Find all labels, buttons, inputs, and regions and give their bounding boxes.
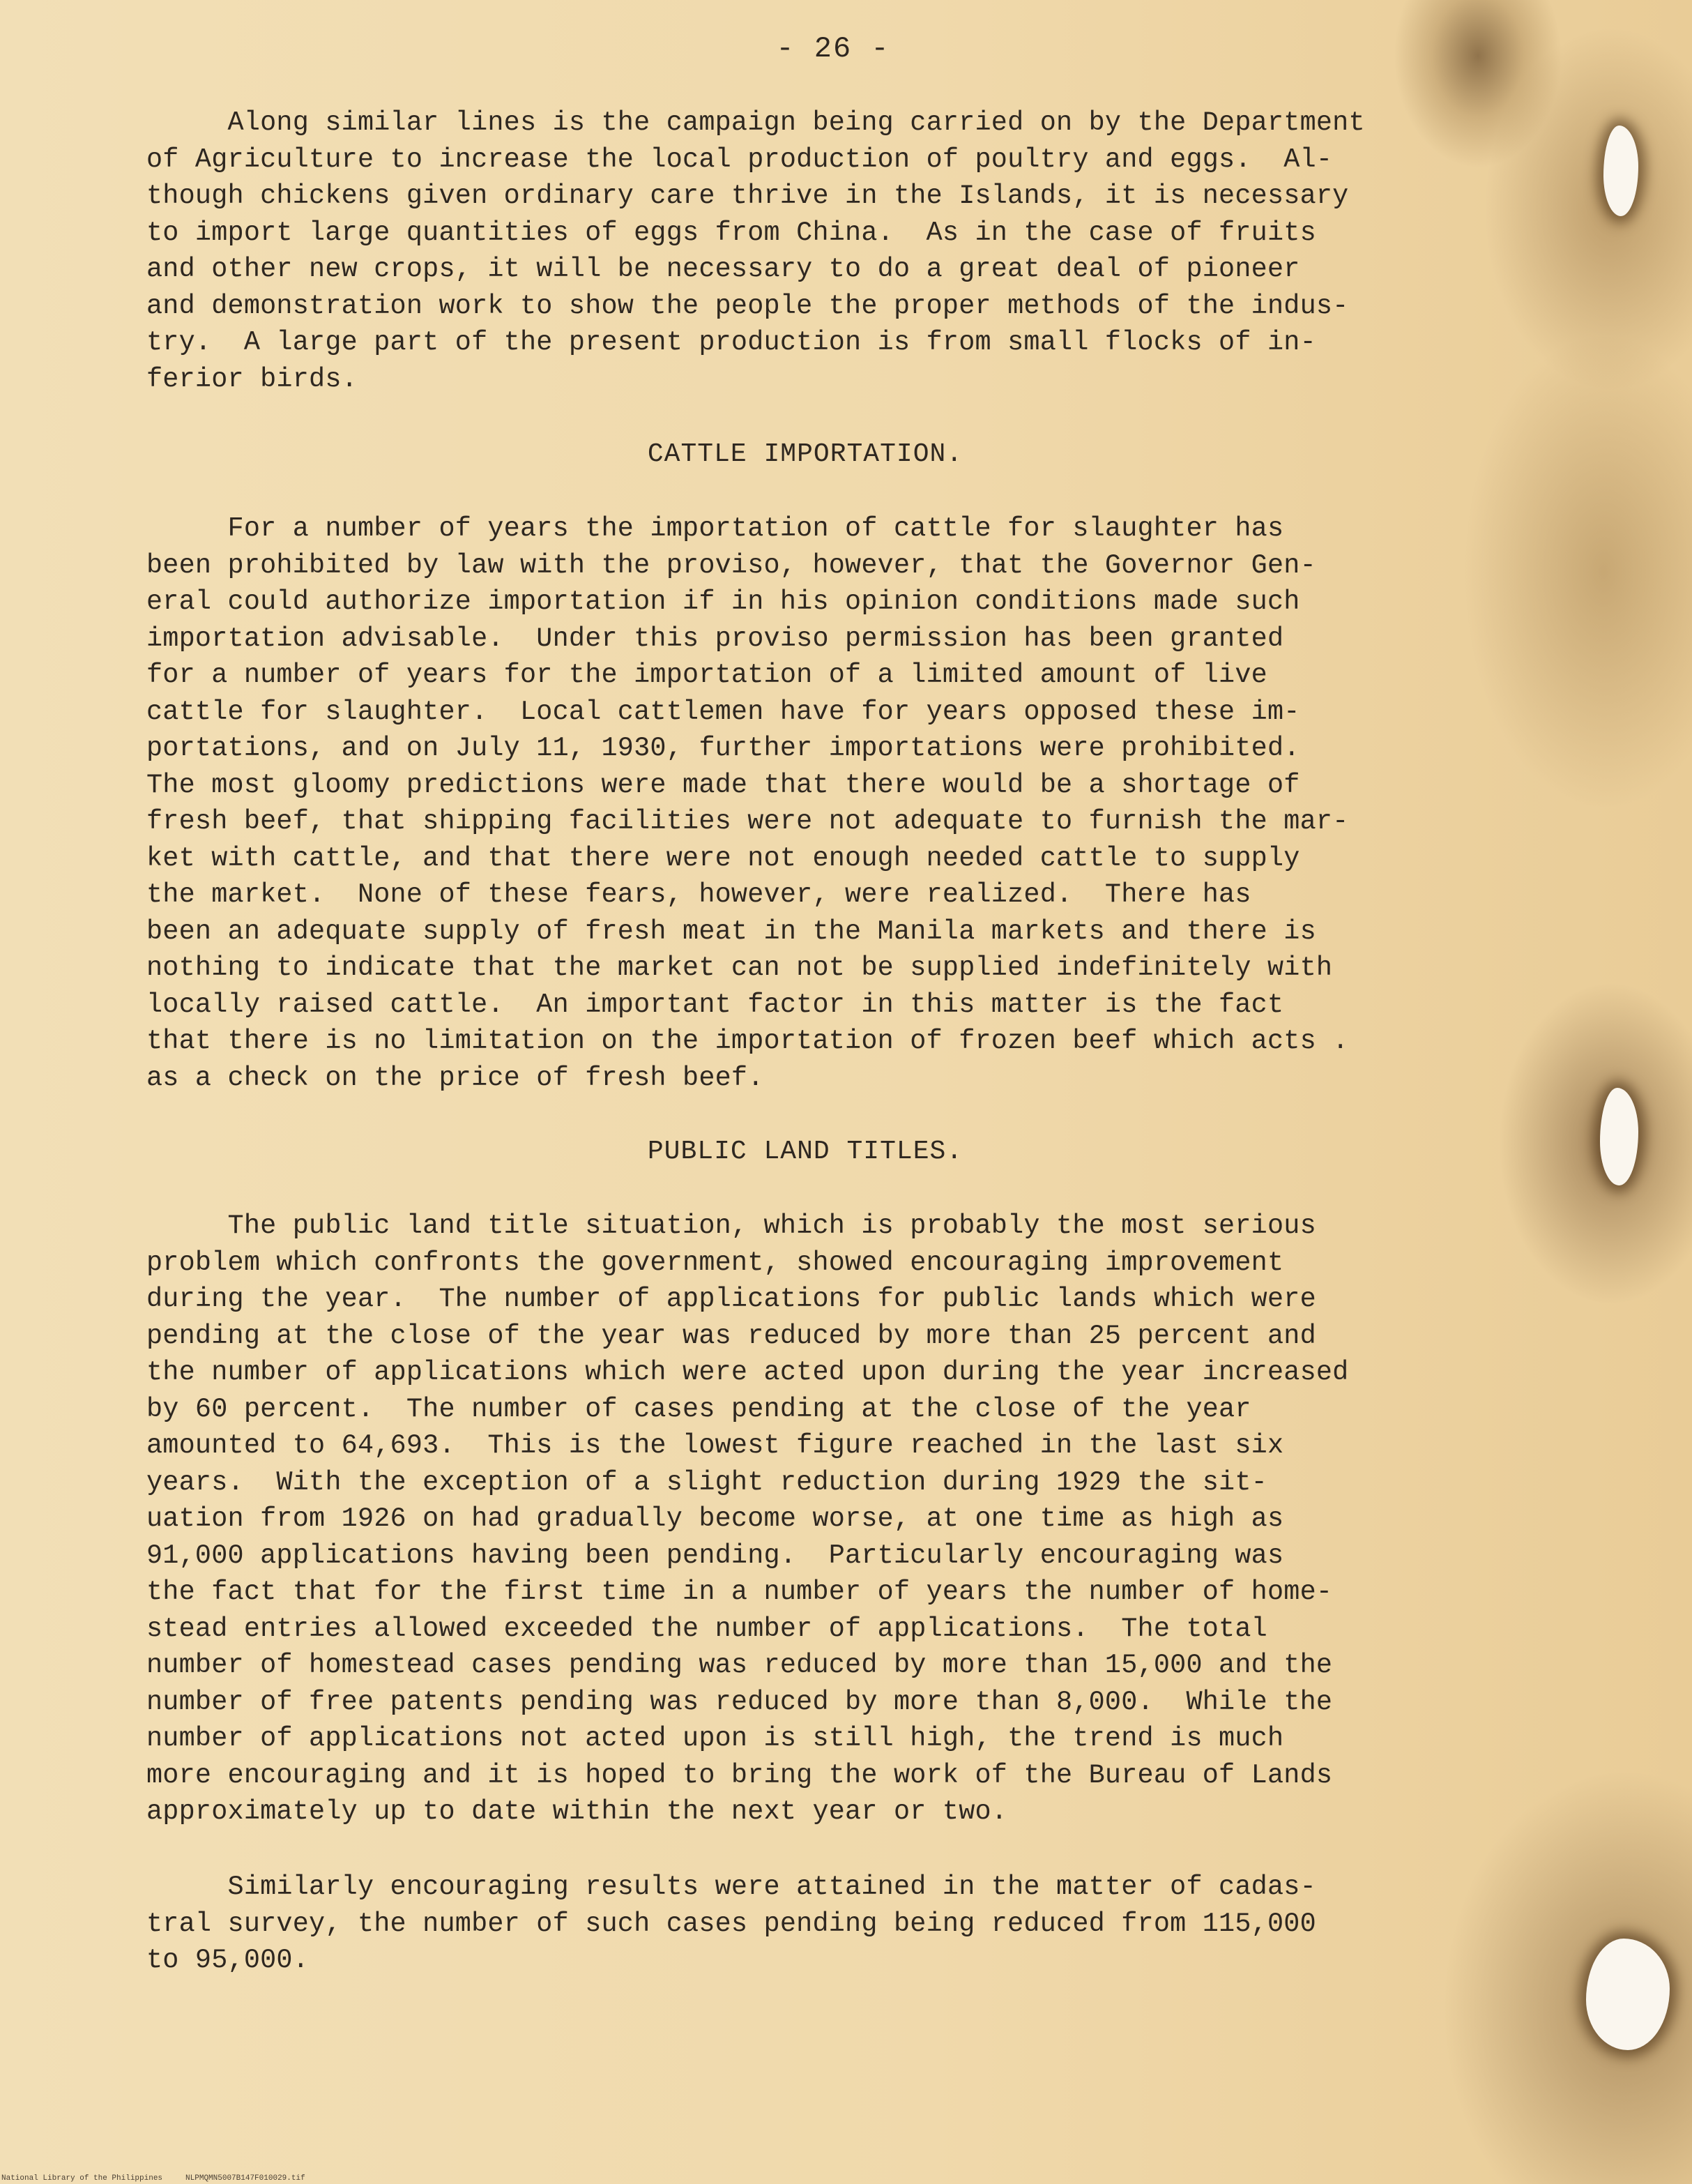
text-line: For a number of years the importation of cattle for slaughter has — [146, 513, 1284, 544]
text-line: the fact that for the first time in a number of years the number of home- — [146, 1577, 1333, 1607]
text-line: and demonstration work to show the people the proper methods of the indus- — [146, 290, 1349, 321]
text-line: of Agriculture to increase the local production of poultry and eggs. Al- — [146, 144, 1333, 175]
text-line: tral survey, the number of such cases pending being reduced from 115,000 — [146, 1908, 1316, 1939]
text-line: been an adequate supply of fresh meat in the Manila markets and there is — [146, 916, 1316, 947]
text-line: during the year. The number of applications for public lands which were — [146, 1284, 1316, 1314]
text-line: for a number of years for the importation of a limited amount of live — [146, 660, 1267, 690]
text-line: 91,000 applications having been pending. Particularly encouraging was — [146, 1540, 1284, 1571]
text-line: number of applications not acted upon is still high, the trend is much — [146, 1723, 1284, 1754]
text-line: been prohibited by law with the proviso, however, that the Governor Gen- — [146, 549, 1316, 581]
text-line: approximately up to date within the next year or two. — [146, 1796, 1008, 1827]
text-line: more encouraging and it is hoped to bring the work of the Bureau of Lands — [146, 1759, 1333, 1791]
text-line: though chickens given ordinary care thrive in the Islands, it is necessary — [146, 181, 1349, 211]
paragraph-poultry — [146, 105, 1457, 397]
text-line: as a check on the price of fresh beef. — [146, 1062, 764, 1093]
text-line: locally raised cattle. An important factor in this matter is the fact — [146, 989, 1284, 1020]
scan-footer: National Library of the Philippines NLPMQMN5007B147F010029.tif — [1, 2174, 305, 2183]
paragraph-cadastral — [146, 1869, 1457, 1979]
text-line: to import large quantities of eggs from China. As in the case of fruits — [146, 217, 1316, 248]
burn-hole — [1586, 1939, 1670, 2050]
text-line: portations, and on July 11, 1930, further importations were prohibited. — [146, 733, 1300, 764]
page-number: - 26 - — [776, 32, 890, 66]
text-line: and other new crops, it will be necessary to do a great deal of pioneer — [146, 254, 1300, 285]
text-line: pending at the close of the year was reduced by more than 25 percent and — [146, 1320, 1316, 1351]
text-line: Similarly encouraging results were attained in the matter of cadas- — [146, 1872, 1316, 1902]
text-line: The public land title situation, which is probably the most serious — [146, 1211, 1316, 1241]
text-line: that there is no limitation on the importation of frozen beef which acts . — [146, 1026, 1349, 1056]
paragraph-land — [146, 1208, 1457, 1830]
paragraph-cattle — [146, 510, 1457, 1096]
text-line: years. With the exception of a slight reduction during 1929 the sit- — [146, 1466, 1267, 1498]
text-line: to 95,000. — [146, 1945, 310, 1976]
text-line: Along similar lines is the campaign being carried on by the Department — [146, 107, 1365, 138]
text-line: the market. None of these fears, however, were realized. There has — [146, 879, 1251, 910]
text-line: the number of applications which were acted upon during the year increased — [146, 1357, 1349, 1388]
text-line: eral could authorize importation if in his opinion conditions made such — [146, 586, 1300, 617]
text-line: uation from 1926 on had gradually become worse, at one time as high as — [146, 1503, 1284, 1534]
section-heading-land: PUBLIC LAND TITLES. — [647, 1137, 963, 1167]
text-line: cattle for slaughter. Local cattlemen have for years opposed these im- — [146, 696, 1300, 727]
text-line: problem which confronts the government, showed encouraging improvement — [146, 1247, 1284, 1278]
text-line: ket with cattle, and that there were not enough needed cattle to supply — [146, 842, 1300, 874]
text-line: nothing to indicate that the market can not be supplied indefinitely with — [146, 953, 1333, 983]
text-line: importation advisable. Under this proviso permission has been granted — [146, 623, 1284, 654]
text-line: stead entries allowed exceeded the number of applications. The total — [146, 1613, 1267, 1644]
text-line: number of homestead cases pending was reduced by more than 15,000 and the — [146, 1650, 1333, 1681]
text-line: ferior birds. — [146, 363, 358, 395]
text-line: number of free patents pending was reduced by more than 8,000. While the — [146, 1686, 1333, 1717]
text-line: fresh beef, that shipping facilities were not adequate to furnish the mar- — [146, 806, 1349, 837]
text-line: The most gloomy predictions were made that there would be a shortage of — [146, 769, 1300, 801]
text-line: try. A large part of the present production is from small flocks of in- — [146, 327, 1316, 358]
text-line: by 60 percent. The number of cases pending at the close of the year — [146, 1393, 1251, 1425]
section-heading-cattle: CATTLE IMPORTATION. — [647, 439, 963, 469]
text-line: amounted to 64,693. This is the lowest figure reached in the last six — [146, 1430, 1284, 1461]
burn-hole — [1603, 126, 1638, 216]
